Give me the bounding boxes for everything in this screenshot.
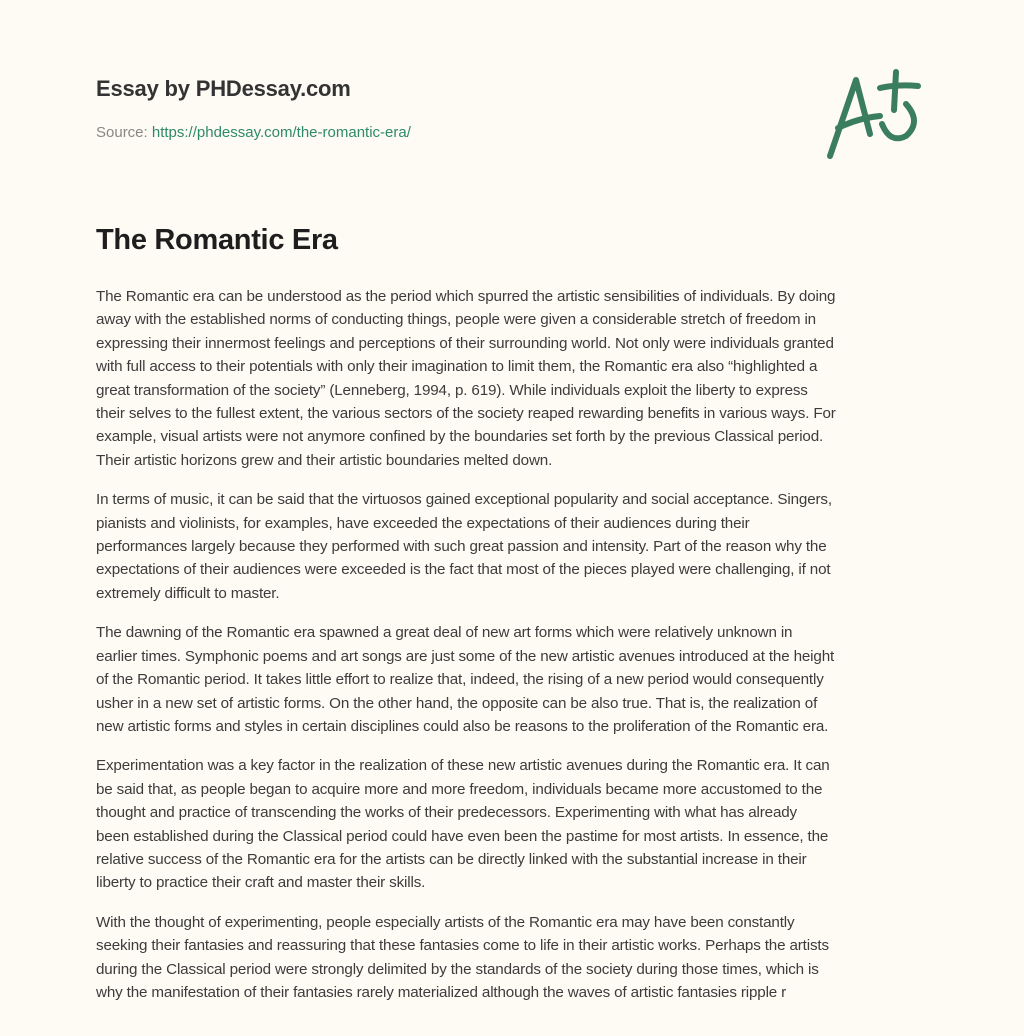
paragraph-line: thought and practice of transcending the works of their predecessors. Experimenting with what has already [96,804,797,822]
source-label: Source: [96,124,152,141]
paragraph-line: liberty to practice their craft and master their skills. [96,874,426,892]
paragraph-line: With the thought of experimenting, people especially artists of the Romantic era may have been constantly [96,913,795,931]
a-plus-grade-icon [818,66,928,166]
paragraph-line: been established during the Classical period could have even been the pastime for most artists. In essence, the [96,827,829,845]
source-line [96,124,411,141]
paragraph-line: with full access to their potentials with only their imagination to limit them, the Romantic era also “highlighted a [96,358,818,376]
paragraph-line: example, visual artists were not anymore confined by the boundaries set forth by the previous Classical period. [96,428,824,446]
page-title: The Romantic Era [96,224,338,256]
paragraph-line: pianists and violinists, for examples, have exceeded the expectations of their audiences during their [96,514,750,532]
paragraph-line: their selves to the fullest extent, the various sectors of the society reaped rewarding benefits in various ways. For [96,405,836,423]
paragraph-line: The Romantic era can be understood as the period which spurred the artistic sensibilities of individuals. By doing [96,288,836,305]
paragraph-line: of the Romantic period. It takes little effort to realize that, indeed, the rising of a new period would consequently [96,671,824,689]
paragraph-line: be said that, as people began to acquire more and more freedom, individuals became more accustomed to the [96,780,823,798]
paragraph-line: great transformation of the society” (Lenneberg, 1994, p. 619). While individuals exploit the liberty to express [96,381,808,399]
paragraph-line: new artistic forms and styles in certain disciplines could also be reasons to the proliferation of the Romantic era. [96,717,829,735]
source-link[interactable]: https://phdessay.com/the-romantic-era/ [151,124,411,141]
paragraph-line: The dawning of the Romantic era spawned a great deal of new art forms which were relatively unknown in [96,624,793,642]
essay-paragraph [96,754,946,894]
paragraph-line: expectations of their audiences were exceeded is the fact that most of the pieces played were challenging, if not [96,561,831,579]
essay-body [96,285,946,1020]
paragraph-line: In terms of music, it can be said that the virtuosos gained exceptional popularity and social acceptance. Singers, [96,491,832,509]
paragraph-line: extremely difficult to master. [96,584,280,602]
paragraph-line: during the Classical period were strongly delimited by the standards of the society during those times, which is [96,960,819,978]
paragraph-line: usher in a new set of artistic forms. On the other hand, the opposite can be also true. That is, the realization of [96,694,818,712]
essay-paragraph [96,911,946,1005]
paragraph-line: Experimentation was a key factor in the realization of these new artistic avenues during the Romantic era. It can [96,757,830,775]
paragraph-line: why the manifestation of their fantasies rarely materialized although the waves of artistic fantasies ripple r [96,983,787,1001]
brand-title: Essay by PHDessay.com [96,76,351,101]
paragraph-line: expressing their innermost feelings and perceptions of their surrounding world. Not only were individuals granted [96,334,834,352]
essay-paragraph [96,285,946,472]
paragraph-line: away with the established norms of conducting things, people were given a considerable stretch of freedom in [96,311,816,329]
paragraph-line: seeking their fantasies and reassuring that these fantasies come to life in their artistic works. Perhaps the artists [96,937,829,955]
paragraph-line: Their artistic horizons grew and their artistic boundaries melted down. [96,451,553,469]
paragraph-line: relative success of the Romantic era for the artists can be directly linked with the substantial increase in their [96,850,807,868]
essay-paragraph [96,488,946,605]
essay-paragraph [96,621,946,738]
paragraph-line: earlier times. Symphonic poems and art songs are just some of the new artistic avenues introduced at the height [96,647,835,665]
paragraph-line: performances largely because they performed with such great passion and intensity. Part of the reason why the [96,538,827,556]
